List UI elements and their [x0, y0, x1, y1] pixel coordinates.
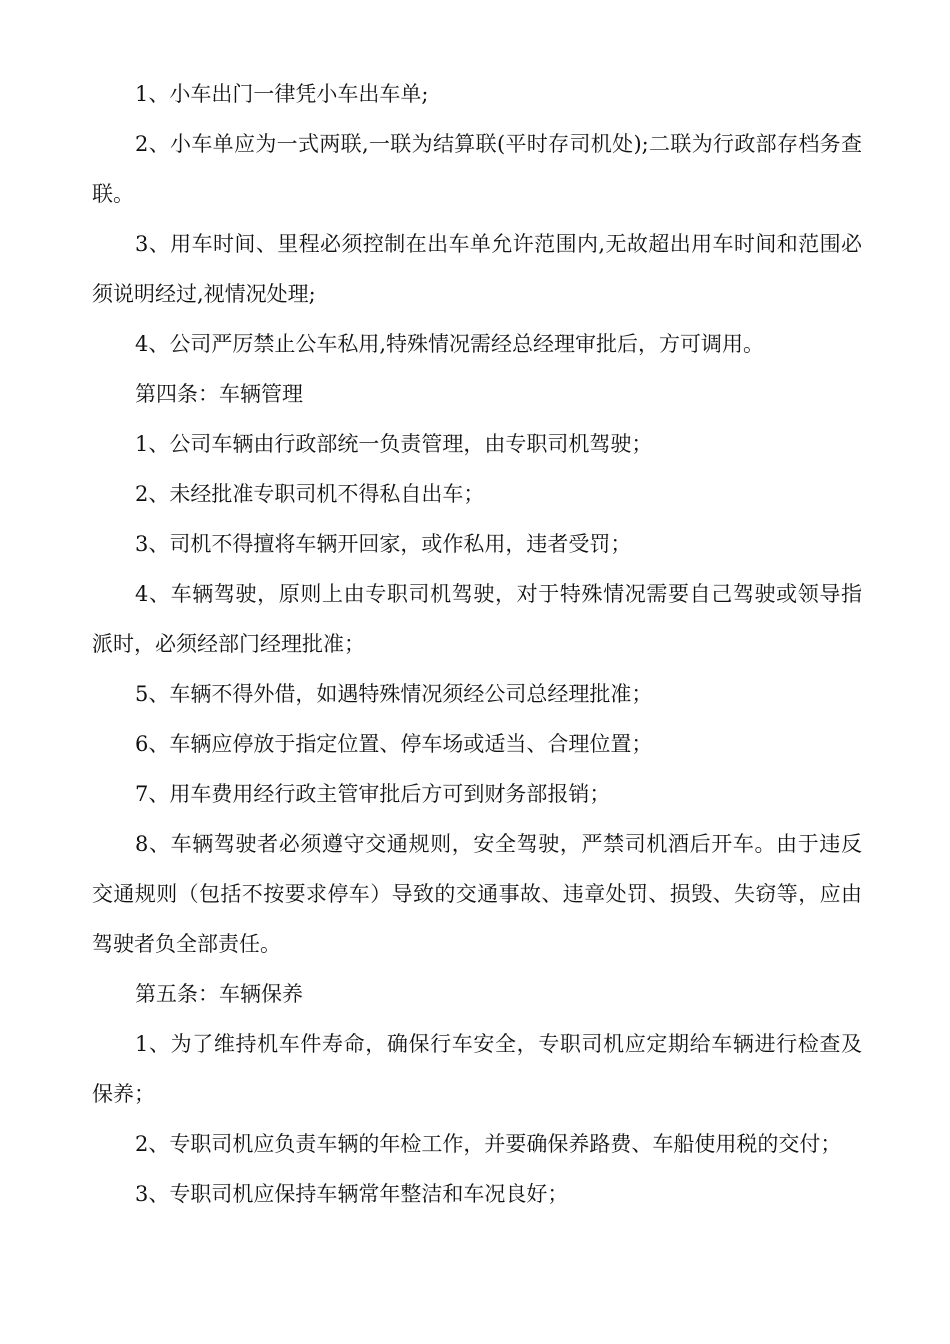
- paragraph-rule-4: 4、公司严厉禁止公车私用,特殊情况需经总经理审批后，方可调用。: [135, 332, 765, 356]
- paragraph-maintenance-2: 2、专职司机应负责车辆的年检工作，并要确保养路费、车船使用税的交付；: [135, 1132, 842, 1156]
- paragraph-rule-3: 3、用车时间、里程必须控制在出车单允许范围内,无故超出用车时间和范围必须说明经过,视情况处理;: [92, 232, 862, 306]
- paragraph-vehicle-management-1: 1、公司车辆由行政部统一负责管理，由专职司机驾驶；: [135, 432, 653, 456]
- paragraph-rule-2: 2、小车单应为一式两联,一联为结算联(平时存司机处);二联为行政部存档务查联。: [92, 132, 862, 206]
- paragraph-vehicle-management-8: 8、车辆驾驶者必须遵守交通规则，安全驾驶，严禁司机酒后开车。由于违反交通规则（包括不按要求停车）导致的交通事故、违章处罚、损毁、失窃等，应由驾驶者负全部责任。: [92, 832, 862, 956]
- section-heading-article-5: 第五条：车辆保养: [135, 982, 303, 1006]
- document-page: [92, 69, 862, 1219]
- paragraph-vehicle-management-6: 6、车辆应停放于指定位置、停车场或适当、合理位置；: [135, 732, 653, 756]
- paragraph-vehicle-management-3: 3、司机不得擅将车辆开回家，或作私用，违者受罚；: [135, 532, 632, 556]
- paragraph-vehicle-management-2: 2、未经批准专职司机不得私自出车；: [135, 482, 485, 506]
- section-heading-article-4: 第四条：车辆管理: [135, 382, 303, 406]
- paragraph-maintenance-3: 3、专职司机应保持车辆常年整洁和车况良好；: [135, 1182, 569, 1206]
- paragraph-vehicle-management-5: 5、车辆不得外借，如遇特殊情况须经公司总经理批准；: [135, 682, 653, 706]
- paragraph-maintenance-1: 1、为了维持机车件寿命，确保行车安全，专职司机应定期给车辆进行检查及保养；: [92, 1032, 862, 1106]
- paragraph-vehicle-management-4: 4、车辆驾驶，原则上由专职司机驾驶，对于特殊情况需要自己驾驶或领导指派时，必须经部门经理批准；: [92, 582, 862, 656]
- paragraph-vehicle-management-7: 7、用车费用经行政主管审批后方可到财务部报销；: [135, 782, 611, 806]
- paragraph-rule-1: 1、小车出门一律凭小车出车单;: [135, 82, 429, 106]
